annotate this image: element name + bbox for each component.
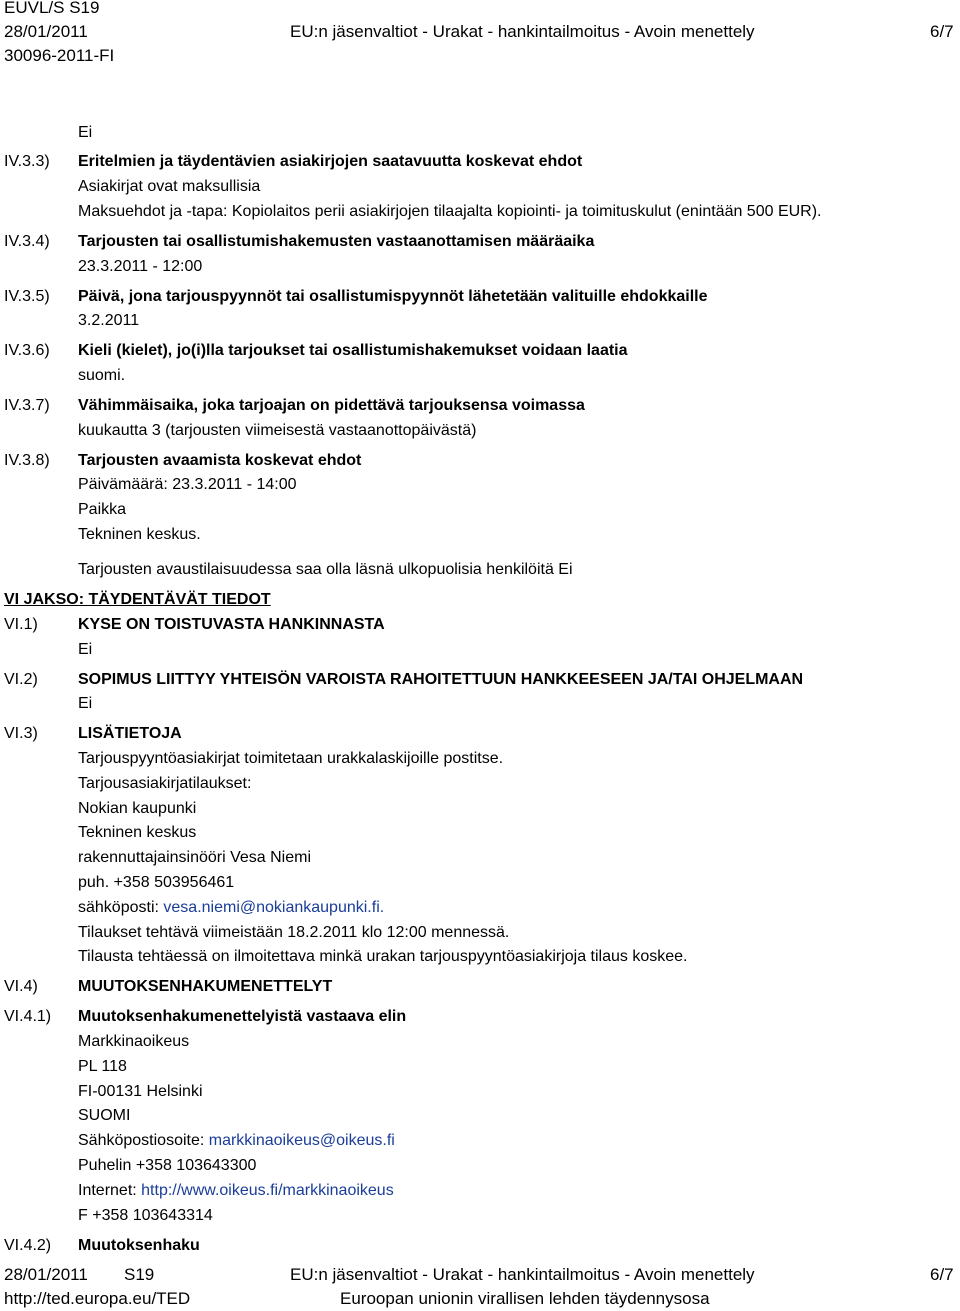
item-text: kuukautta 3 (tarjousten viimeisestä vastaanottopäivästä) [78,422,477,439]
email-line [78,898,384,918]
item-number-iv-3-7: IV.3.7) [4,397,50,414]
email-link[interactable]: vesa.niemi@nokiankaupunki.fi. [163,899,385,916]
item-number-vi-3: VI.3) [4,725,38,742]
item-number-iv-3-3: IV.3.3) [4,153,50,170]
item-heading-vi-1: KYSE ON TOISTUVASTA HANKINNASTA [78,616,385,633]
item-value: Ei [78,641,93,658]
footer-publisher: Euroopan unionin virallisen lehden täydennysosa [340,1289,710,1308]
address-line: FI-00131 Helsinki [78,1083,203,1100]
item-heading-iv-3-8: Tarjousten avaamista koskevat ehdot [78,452,362,469]
internet-line [78,1181,394,1201]
item-text: Paikka [78,501,127,518]
item-heading-vi-4-2: Muutoksenhaku [78,1237,200,1254]
item-text: Tekninen keskus. [78,526,201,543]
info-line: puh. +358 503956461 [78,874,235,891]
footer-page-number: 6/7 [930,1265,954,1284]
attendance-note: Tarjousten avaustilaisuudessa saa olla läsnä ulkopuolisia henkilöitä Ei [78,561,573,578]
footer-title: EU:n jäsenvaltiot - Urakat - hankintailmoitus - Avoin menettely [290,1265,755,1284]
item-heading-iv-3-6: Kieli (kielet), jo(i)lla tarjoukset tai osallistumishakemukset voidaan laatia [78,342,628,359]
item-number-vi-4-2: VI.4.2) [4,1237,52,1254]
phone-line: Puhelin +358 103643300 [78,1157,257,1174]
item-number-vi-1: VI.1) [4,616,38,633]
email-label: Sähköpostiosoite: [78,1132,209,1149]
item-text: Asiakirjat ovat maksullisia [78,178,261,195]
item-number-iv-3-6: IV.3.6) [4,342,50,359]
item-number-iv-3-8: IV.3.8) [4,452,50,469]
item-text: 23.3.2011 - 12:00 [78,258,203,275]
address-line: PL 118 [78,1058,127,1075]
internet-link[interactable]: http://www.oikeus.fi/markkinaoikeus [141,1182,394,1199]
info-line: Tilaukset tehtävä viimeistään 18.2.2011 klo 12:00 mennessä. [78,924,510,941]
address-line: SUOMI [78,1107,131,1124]
item-number-vi-4: VI.4) [4,978,38,995]
info-line: rakennuttajainsinööri Vesa Niemi [78,849,312,866]
header-page-number: 6/7 [930,22,954,41]
item-heading-iv-3-5: Päivä, jona tarjouspyynnöt tai osallistumispyynnöt lähetetään valituille ehdokkaille [78,288,708,305]
item-number-iv-3-4: IV.3.4) [4,233,50,250]
info-line: Nokian kaupunki [78,800,197,817]
info-line: Tekninen keskus [78,824,197,841]
internet-label: Internet: [78,1182,142,1199]
document-id: 30096-2011-FI [4,46,115,65]
footer-date: 28/01/2011 [4,1265,88,1284]
fax-line: F +358 103643314 [78,1207,213,1224]
header-date: 28/01/2011 [4,22,88,41]
info-line: Tilausta tehtäessä on ilmoitettava minkä urakan tarjouspyyntöasiakirjoja tilaus koskee. [78,948,688,965]
footer-url[interactable]: http://ted.europa.eu/TED [4,1289,191,1308]
item-heading-vi-4: MUUTOKSENHAKUMENETTELYT [78,978,333,995]
email-link[interactable]: markkinaoikeus@oikeus.fi [208,1132,395,1149]
info-line: Tarjouspyyntöasiakirjat toimitetaan urakkalaskijoille postitse. [78,750,504,767]
address-line: Markkinaoikeus [78,1033,190,1050]
item-text: Päivämäärä: 23.3.2011 - 14:00 [78,476,297,493]
item-text: 3.2.2011 [78,312,140,329]
item-heading-vi-3: LISÄTIETOJA [78,725,182,742]
item-text: Maksuehdot ja -tapa: Kopiolaitos perii asiakirjojen tilaajalta kopiointi- ja toimituskulut (enintään 500 EUR). [78,203,822,220]
email-label: sähköposti: [78,899,164,916]
item-heading-iv-3-4: Tarjousten tai osallistumishakemusten vastaanottamisen määräaika [78,233,595,250]
item-heading-iv-3-3: Eritelmien ja täydentävien asiakirjojen saatavuutta koskevat ehdot [78,153,583,170]
info-line: Tarjousasiakirjatilaukset: [78,775,252,792]
journal-ref: EUVL/S S19 [4,0,100,17]
item-number-vi-4-1: VI.4.1) [4,1008,52,1025]
section-title: VI JAKSO: TÄYDENTÄVÄT TIEDOT [4,591,271,608]
previous-item-value: Ei [78,124,93,141]
item-value: Ei [78,695,93,712]
item-text: suomi. [78,367,126,384]
item-heading-iv-3-7: Vähimmäisaika, joka tarjoajan on pidettävä tarjouksensa voimassa [78,397,585,414]
item-heading-vi-2: SOPIMUS LIITTYY YHTEISÖN VAROISTA RAHOITETTUUN HANKKEESEEN JA/TAI OHJELMAAN [78,671,804,688]
header-title: EU:n jäsenvaltiot - Urakat - hankintailmoitus - Avoin menettely [290,22,755,41]
item-number-iv-3-5: IV.3.5) [4,288,50,305]
footer-series: S19 [124,1265,155,1284]
item-heading-vi-4-1: Muutoksenhakumenettelyistä vastaava elin [78,1008,407,1025]
email-line [78,1131,395,1151]
item-number-vi-2: VI.2) [4,671,38,688]
